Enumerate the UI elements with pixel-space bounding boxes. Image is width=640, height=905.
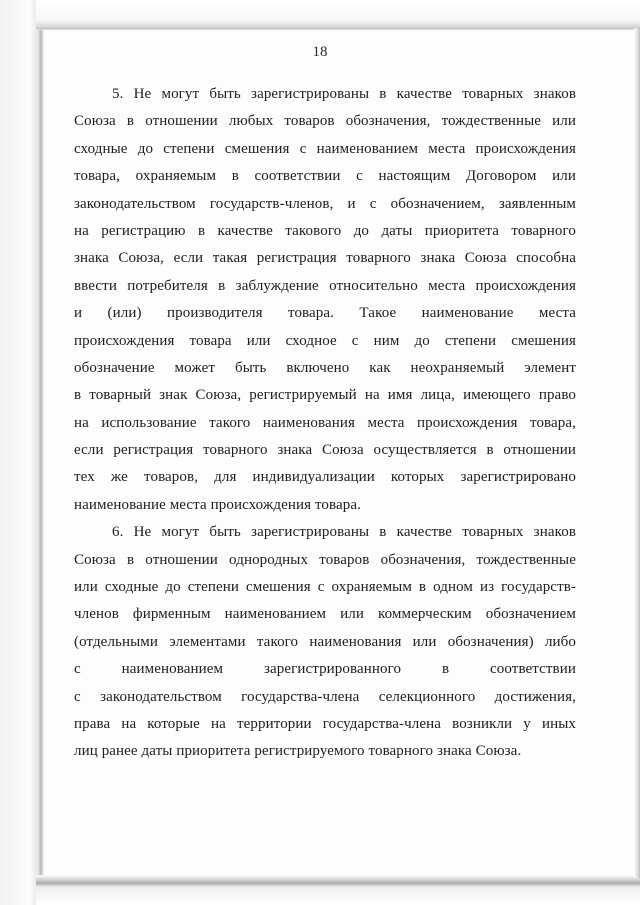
text-line: с законодательством государства-члена селекционного достижения, — [74, 688, 576, 705]
page-number: 18 — [312, 44, 328, 60]
text-line: права на которые на территории государства-члена возникли у иных — [74, 715, 576, 732]
text-line: законодательством государств-членов, и с обозначением, заявленным — [74, 195, 576, 212]
text-line: происхождения товара или сходное с ним до степени смешения — [74, 332, 576, 349]
text-line: товара, охраняемым в соответствии с настоящим Договором или — [74, 168, 576, 185]
text-line: 5. Не могут быть зарегистрированы в качестве товарных знаков — [112, 86, 576, 102]
scan-edge-right — [634, 28, 640, 878]
text-line: 6. Не могут быть зарегистрированы в качестве товарных знаков — [112, 524, 576, 541]
scan-edge-top — [36, 0, 640, 30]
scan-edge-left — [0, 0, 44, 905]
text-line: если регистрация товарного знака Союза осуществляется в отношении — [74, 442, 576, 459]
paragraph-6 — [74, 519, 576, 766]
text-line: наименование места происхождения товара. — [74, 496, 361, 513]
text-line: сходные до степени смешения с наименованием места происхождения — [74, 140, 576, 157]
text-line: и (или) производителя товара. Такое наименование места — [74, 305, 576, 322]
text-line: членов фирменным наименованием или коммерческим обозначением — [74, 606, 576, 623]
text-line: на регистрацию в качестве такового до даты приоритета товарного — [74, 222, 576, 239]
text-line: обозначение может быть включено как неохраняемый элемент — [74, 359, 576, 376]
text-line: в товарный знак Союза, регистрируемый на имя лица, имеющего право — [74, 387, 576, 404]
text-line: ввести потребителя в заблуждение относительно места происхождения — [74, 277, 576, 294]
scan-edge-bottom — [36, 875, 640, 905]
text-line: (отдельными элементами такого наименования или обозначения) либо — [74, 633, 576, 650]
text-line: Союза в отношении однородных товаров обозначения, тождественные — [74, 551, 576, 568]
text-line: Союза в отношении любых товаров обозначения, тождественные или — [74, 113, 576, 130]
paragraph-5 — [74, 81, 576, 519]
text-line: знака Союза, если такая регистрация товарного знака Союза способна — [74, 250, 576, 267]
text-line: или сходные до степени смешения с охраняемым в одном из государств- — [74, 579, 576, 596]
body-text — [74, 81, 576, 766]
text-line: лиц ранее даты приоритета регистрируемого товарного знака Союза. — [74, 743, 522, 760]
text-line: на использование такого наименования места происхождения товара, — [74, 414, 576, 431]
text-line: тех же товаров, для индивидуализации которых зарегистрировано — [74, 469, 576, 486]
text-line: с наименованием зарегистрированного в соответствии — [74, 661, 576, 678]
